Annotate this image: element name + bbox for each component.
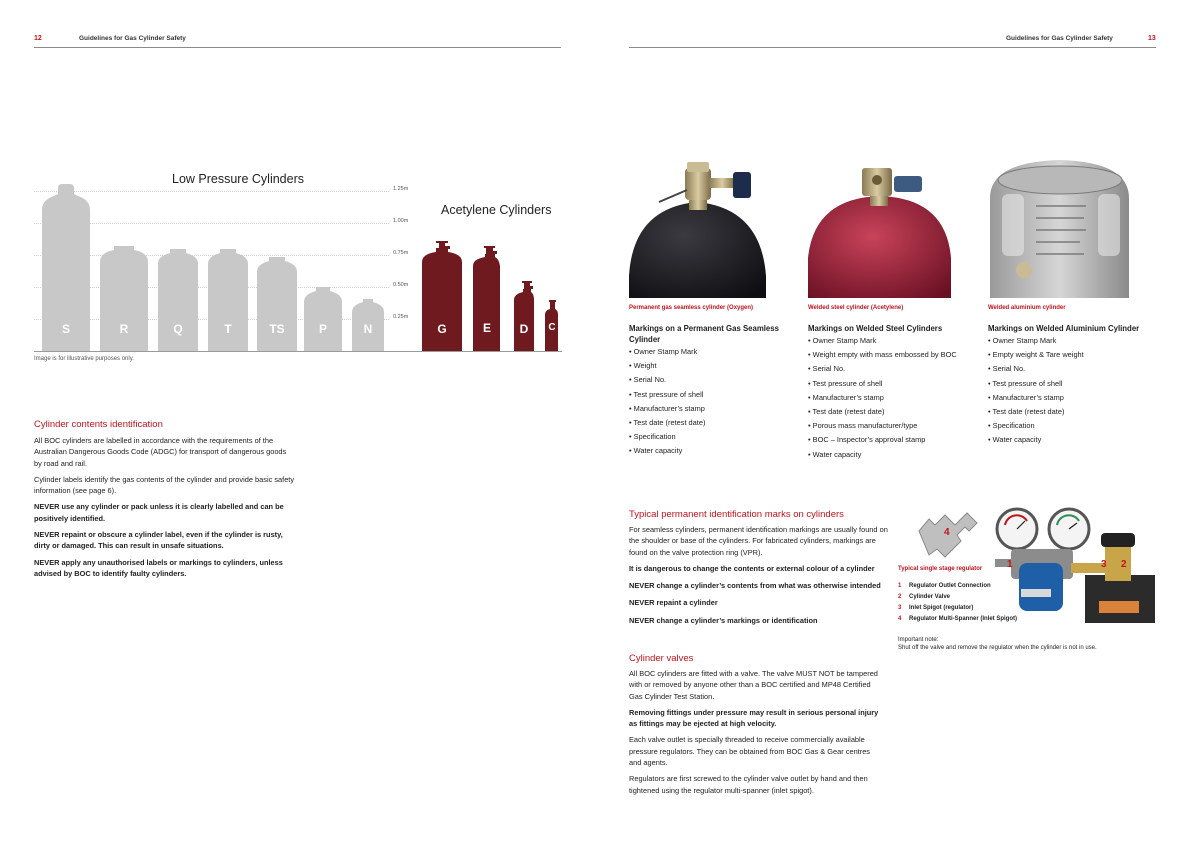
chart-caption: Image is for illustrative purposes only. [34,356,134,362]
list-item [898,581,1017,592]
cylinder-label-t: T [224,322,232,336]
list-item: • Test pressure of shell [629,388,794,402]
cylinder-label-n: N [363,322,373,336]
list-item: • Test date (retest date) [988,405,1158,419]
cylinder-label-s: S [61,322,70,336]
permanent-warning-2: NEVER change a cylinder’s contents from what was otherwise intended [629,581,881,591]
important-note [898,636,1097,652]
markings-aluminium-list [988,334,1158,448]
list-item [898,614,1017,625]
cylinder-label-e: E [482,321,491,335]
list-item: • BOC – Inspector’s approval stamp [808,433,983,447]
permanent-marks-section [629,524,891,626]
scale-label: 0.25m [393,314,409,320]
aluminium-caption: Welded aluminium cylinder [988,305,1066,311]
acetylene-caption: Welded steel cylinder (Acetylene) [808,305,904,311]
right-header-title: Guidelines for Gas Cylinder Safety [1006,35,1113,42]
list-item [898,603,1017,614]
list-item: • Manufacturer’s stamp [629,402,794,416]
part-number: 1 [898,583,902,589]
list-item: • Owner Stamp Mark [808,334,983,348]
low-pressure-title: Low Pressure Cylinders [172,172,304,186]
list-item: • Owner Stamp Mark [629,345,794,359]
list-item: • Empty weight & Tare weight [988,348,1158,362]
list-item: • Water capacity [808,448,983,462]
markings-seamless [629,323,794,459]
note-title: Important note: [898,637,939,643]
list-item: • Manufacturer’s stamp [808,391,983,405]
oxygen-cylinder-photo [629,158,766,298]
valves-para-2: Each valve outlet is specially threaded to receive commercially available pressure regulators. They can be obtained from BOC Gas & Gear centres and agents. [629,735,870,768]
note-text: Shut off the valve and remove the regulator when the cylinder is not in use. [898,645,1097,651]
list-item: • Test pressure of shell [808,377,983,391]
contents-warning-1: NEVER use any cylinder or pack unless it is clearly labelled and can be positively identified. [34,502,284,523]
list-item: • Specification [988,419,1158,433]
part-number: 4 [898,616,902,622]
list-item: • Water capacity [629,444,794,458]
contents-warning-2: NEVER repaint or obscure a cylinder label, even if the cylinder is rusty, dirty or damaged. This can result in unsafe situations. [34,530,283,551]
valves-para-3: Regulators are first screwed to the cylinder valve outlet by hand and then tightened using the regulator multi-spanner (inlet spigot). [629,774,868,795]
scale-label: 0.75m [393,250,409,256]
list-item: • Porous mass manufacturer/type [808,419,983,433]
part-number: 2 [898,594,902,600]
regulator-title: Typical single stage regulator [898,566,983,572]
valves-warning: Removing fittings under pressure may result in serious personal injury as fittings may be ejected at high velocity. [629,707,879,729]
part-number: 3 [898,605,902,611]
markings-aluminium-title: Markings on Welded Aluminium Cylinder [988,324,1140,333]
valves-heading: Cylinder valves [629,653,694,664]
valves-section [629,668,884,796]
list-item: • Water capacity [988,433,1158,447]
callout-3: 3 [1101,559,1107,570]
cylinder-label-p: P [318,322,327,336]
left-header-rule [34,47,561,48]
scale-label: 1.25m [393,186,409,192]
permanent-warning-1: It is dangerous to change the contents or external colour of a cylinder [629,563,875,573]
markings-steel-list [808,334,983,462]
cylinder-d [514,289,534,351]
cylinder-p [304,287,342,351]
list-item: • Test pressure of shell [988,377,1158,391]
cylinder-label-d: D [519,322,529,336]
scale-label: 0.50m [393,282,409,288]
regulator-parts-list [898,581,1017,625]
list-item: • Weight empty with mass embossed by BOC [808,348,983,362]
acetylene-title: Acetylene Cylinders [441,203,552,217]
cylinder-e [473,254,500,351]
callout-4: 4 [944,527,950,538]
permanent-marks-para: For seamless cylinders, permanent identification markings are usually found on the shoulder or base of the cylinders. For fabricated cylinders, markings are found on the valve protection ring (VPR). [629,525,888,557]
valves-para-1: All BOC cylinders are fitted with a valve. The valve MUST NOT be tampered with or removed by anyone other than a BOC certified and MP48 Certified Gas Cylinder Test Station. [629,669,878,701]
cylinder-label-ts: TS [269,322,285,336]
part-label: Regulator Outlet Connection [909,583,991,589]
right-page-number: 13 [1148,35,1156,42]
list-item: • Serial No. [629,373,794,387]
list-item: • Owner Stamp Mark [988,334,1158,348]
callout-1: 1 [1007,559,1013,570]
contents-warning-3: NEVER apply any unauthorised labels or markings to cylinders, unless advised by BOC to identify faulty cylinders. [34,557,283,578]
list-item [898,592,1017,603]
part-label: Inlet Spigot (regulator) [909,605,974,611]
permanent-warning-4: NEVER change a cylinder’s markings or identification [629,615,818,625]
part-label: Cylinder Valve [909,594,951,600]
list-item: • Serial No. [988,362,1158,376]
markings-welded-steel [808,323,983,462]
right-header-rule [629,47,1156,48]
markings-seamless-list [629,345,794,459]
part-label: Regulator Multi-Spanner (Inlet Spigot) [909,616,1017,622]
cylinder-label-r: R [119,322,129,336]
left-header-title: Guidelines for Gas Cylinder Safety [79,35,186,42]
list-item: • Serial No. [808,362,983,376]
acetylene-cylinder-photo [808,158,951,298]
markings-aluminium [988,323,1158,448]
contents-para-2: Cylinder labels identify the gas contents of the cylinder and provide basic safety information (see page 6). [34,474,295,496]
permanent-marks-heading: Typical permanent identification marks on cylinders [629,509,844,520]
left-page-number: 12 [34,35,42,42]
list-item: • Test date (retest date) [808,405,983,419]
list-item: • Specification [629,430,794,444]
contents-heading: Cylinder contents identification [34,419,163,430]
markings-steel-title: Markings on Welded Steel Cylinders [808,324,943,333]
cylinder-label-c: C [548,322,556,333]
aluminium-cylinder-photo [988,158,1131,298]
cylinder-ts [257,257,297,351]
permanent-warning-3: NEVER repaint a cylinder [629,598,718,608]
list-item: • Manufacturer’s stamp [988,391,1158,405]
callout-2: 2 [1121,559,1127,570]
scale-label: 1.00m [393,218,409,224]
list-item: • Weight [629,359,794,373]
markings-seamless-title: Markings on a Permanent Gas Seamless Cylinder [629,324,779,344]
cylinder-label-g: G [437,322,447,336]
cylinder-size-chart [34,170,564,360]
list-item: • Test date (retest date) [629,416,794,430]
cylinder-label-q: Q [173,322,183,336]
contents-section [34,435,296,579]
oxygen-caption: Permanent gas seamless cylinder (Oxygen) [629,305,754,311]
contents-para-1: All BOC cylinders are labelled in accordance with the requirements of the Australian Dangerous Goods Code (ADGC) for transport of dangerous goods by road and rail. [34,436,287,468]
